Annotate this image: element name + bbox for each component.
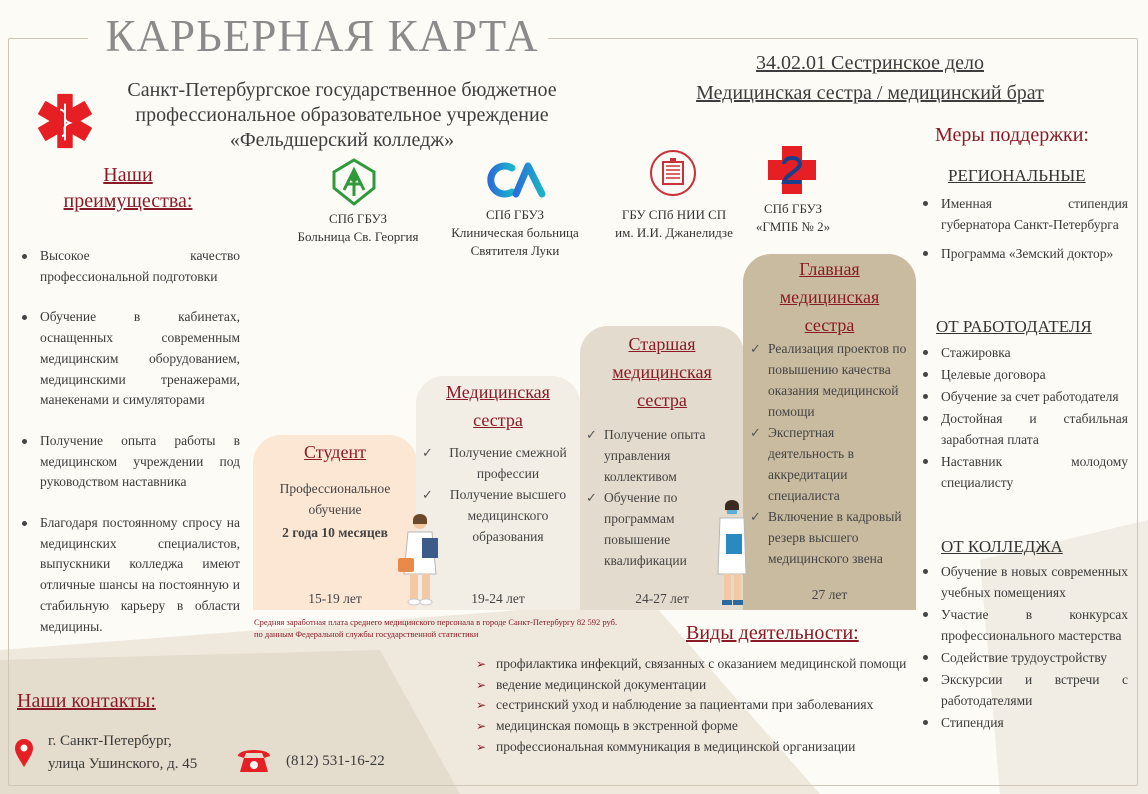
student-text: Профессиональное обучение 2 года 10 месяцев <box>279 481 391 540</box>
list-item: ✓ Реализация проектов по повышению качества оказания медицинской помощи <box>748 338 912 422</box>
nurse-with-clipboard-illustration <box>392 512 450 608</box>
step-title: Главная медицинская сестра <box>779 259 880 335</box>
age-label: 24-27 лет <box>635 591 689 606</box>
regional-list <box>919 193 1128 264</box>
specialty-name: Медицинская сестра / медицинский брат <box>696 82 1044 104</box>
st-luke-hospital-logo-icon <box>486 160 548 200</box>
partner-caption: ГБУ СПб НИИ СП им. И.И. Джанелидзе <box>615 207 733 240</box>
regional-heading: РЕГИОНАЛЬНЫЕ <box>948 166 1086 185</box>
list-item: ➢ профилактика инфекций, связанных с оказанием медицинской помощи <box>476 654 910 675</box>
list-item: Наставник молодому специалисту <box>919 451 1128 493</box>
list-item: Обучение в новых современных учебных помещениях <box>919 561 1128 603</box>
advantages-heading: Наши преимущества: <box>63 164 193 212</box>
address: г. Санкт-Петербург, улица Ушинского, д. 45 <box>48 733 198 772</box>
list-item: ✓ Обучение по программам повышение квалификации <box>584 487 740 571</box>
specialty-code: 34.02.01 Сестринское дело <box>756 52 984 74</box>
list-item: Участие в конкурсах профессионального мастерства <box>919 604 1128 646</box>
list-item: Достойная и стабильная заработная плата <box>919 408 1128 450</box>
nurse-with-folder-illustration <box>712 496 752 610</box>
list-item: ➢ ведение медицинской документации <box>476 675 910 696</box>
list-item: ✓ Получение высшего медицинского образования <box>420 484 576 547</box>
star-of-life-icon <box>36 92 94 150</box>
location-pin-icon <box>14 738 34 768</box>
employer-list <box>919 342 1128 493</box>
partner-caption: СПб ГБУЗ Клиническая больница Святителя Луки <box>451 207 579 258</box>
salary-note: Средняя заработная плата среднего медицинского персонала в городе Санкт-Петербургу 82 592 руб. по данным Федеральной службы государственной статистики <box>254 617 618 639</box>
list-item: Программа «Земский доктор» <box>919 243 1128 264</box>
activities-heading: Виды деятельности: <box>686 622 859 644</box>
st-george-hospital-logo-icon <box>330 158 378 206</box>
head-items <box>748 338 912 569</box>
list-item: ✓ Экспертная деятельность в аккредитации специалиста <box>748 422 912 506</box>
step-title: Медицинская сестра <box>446 382 550 430</box>
list-item: ➢ сестринский уход и наблюдение за пациентами при заболеваниях <box>476 695 910 716</box>
institution-name: Санкт-Петербургское государственное бюджетное профессиональное образовательное учреждение «Фельдшерский колледж» <box>127 79 557 151</box>
list-item: ✓ Получение опыта управления коллективом <box>584 424 740 487</box>
list-item: Получение опыта работы в медицинском учреждении под руководством наставника <box>18 431 240 493</box>
college-list <box>919 561 1128 733</box>
telephone-icon <box>236 746 272 774</box>
contacts-heading: Наши контакты: <box>17 690 156 712</box>
page-title: КАРЬЕРНАЯ КАРТА <box>105 11 539 61</box>
support-heading: Меры поддержки: <box>935 124 1089 146</box>
partner-caption: СПб ГБУЗ «ГМПБ № 2» <box>755 201 831 234</box>
age-label: 15-19 лет <box>308 591 362 606</box>
partner-caption: СПб ГБУЗ Больница Св. Георгия <box>297 211 419 244</box>
list-item: Обучение за счет работодателя <box>919 386 1128 407</box>
list-item: ✓ Получение смежной профессии <box>420 442 576 484</box>
list-item: Обучение в кабинетах, оснащенных современным медицинским оборудованием, медицинскими тренажерами, манекенами и симуляторами <box>18 307 240 411</box>
dzhanelidze-institute-logo-icon <box>648 148 698 198</box>
list-item: Именная стипендия губернатора Санкт-Петербурга <box>919 193 1128 235</box>
list-item: Содействие трудоустройству <box>919 647 1128 668</box>
list-item: ✓ Включение в кадровый резерв высшего медицинского звена <box>748 506 912 569</box>
list-item: ➢ профессиональная коммуникация в медицинской организации <box>476 737 910 758</box>
list-item: Благодаря постоянному спросу на медицинских специалистов, выпускники колледжа имеют отличные шансы на постоянную и стабильную карьеру в области медицины. <box>18 513 240 637</box>
gmpb2-logo-icon <box>764 142 820 198</box>
list-item: Целевые договора <box>919 364 1128 385</box>
list-item: Экскурсии и встречи с работодателями <box>919 669 1128 711</box>
step-title: Старшая медицинская сестра <box>612 334 712 410</box>
list-item: Высокое качество профессиональной подготовки <box>18 246 240 287</box>
college-heading: ОТ КОЛЛЕДЖА <box>941 537 1063 556</box>
age-label: 19-24 лет <box>471 591 525 606</box>
advantages-list <box>18 246 240 657</box>
list-item: ➢ медицинская помощь в экстренной форме <box>476 716 910 737</box>
list-item: Стажировка <box>919 342 1128 363</box>
activities-list <box>476 654 910 758</box>
employer-heading: ОТ РАБОТОДАТЕЛЯ <box>936 317 1092 336</box>
phone-number: (812) 531-16-22 <box>286 753 385 769</box>
step-title: Студент <box>304 442 366 462</box>
age-label: 27 лет <box>811 587 848 602</box>
list-item: Стипендия <box>919 712 1128 733</box>
